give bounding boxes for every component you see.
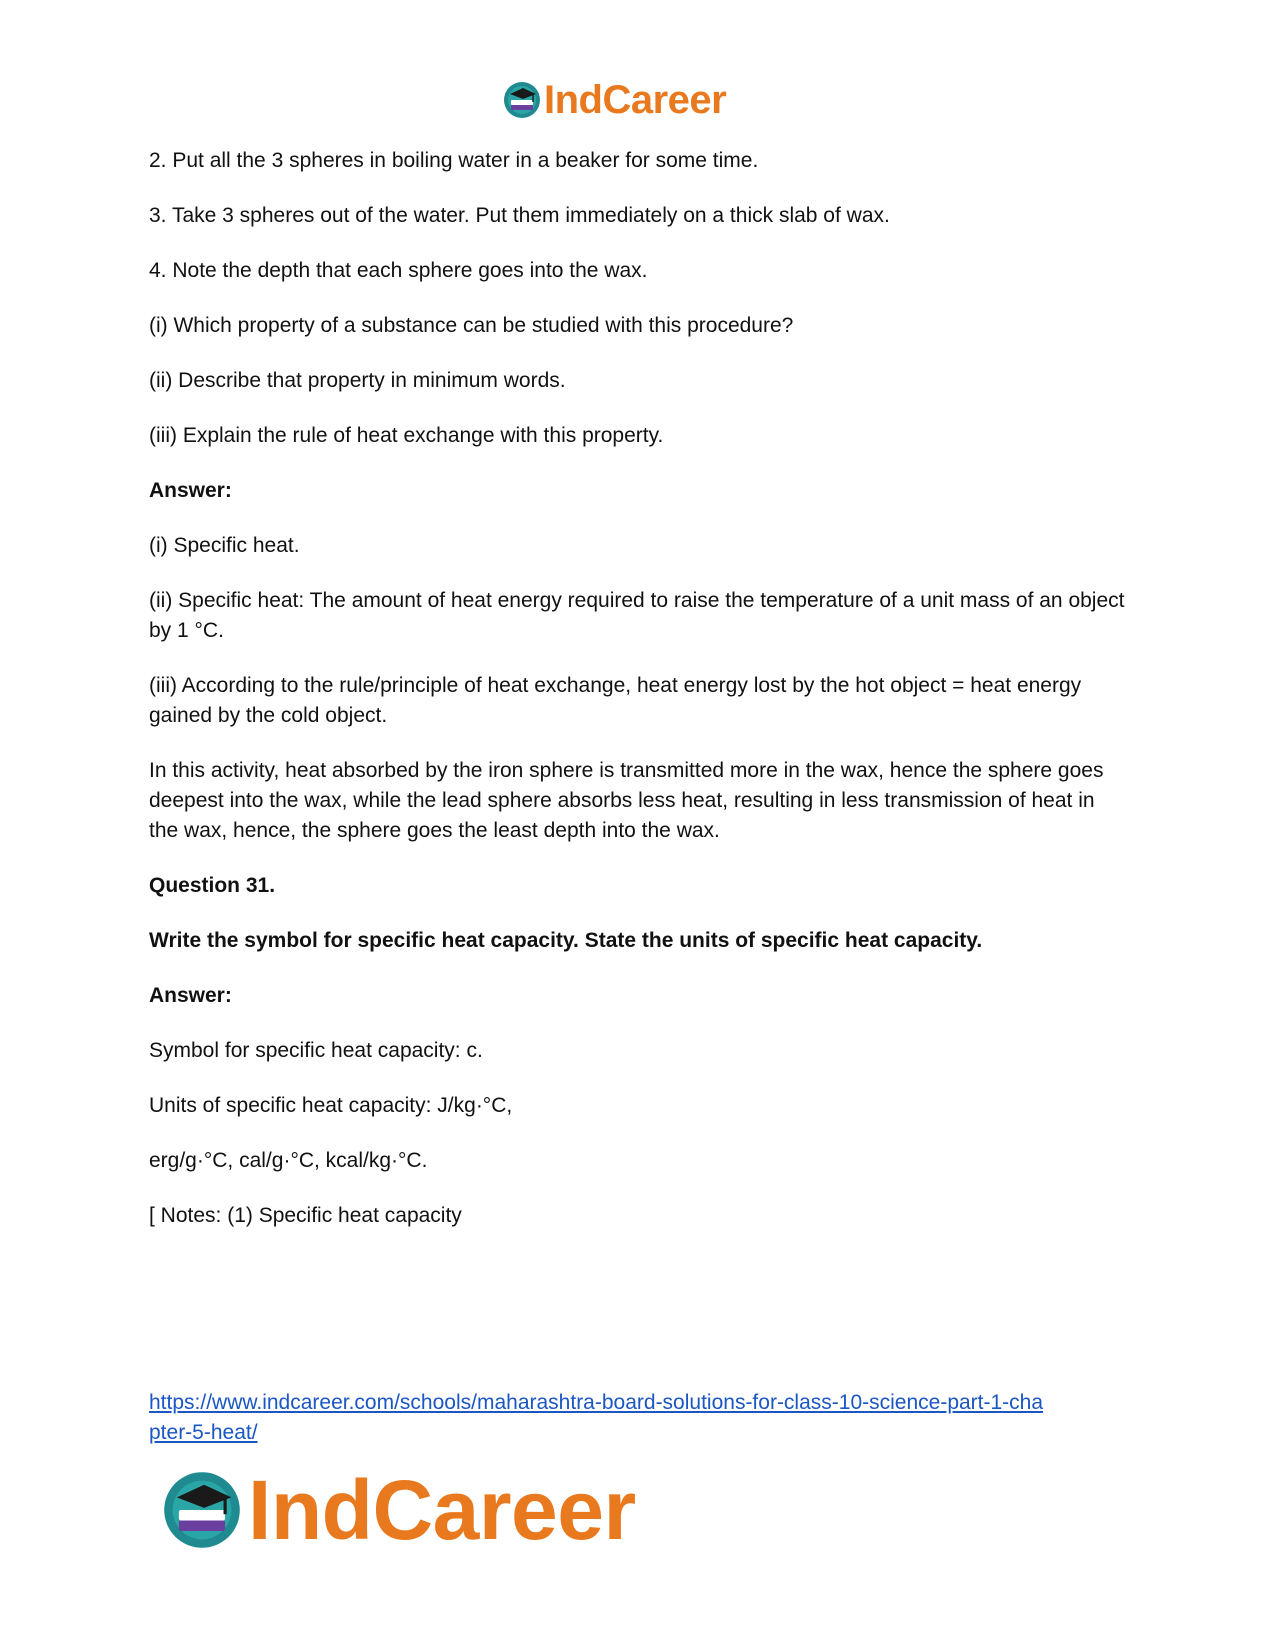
question-text: Write the symbol for specific heat capacity. State the units of specific heat capacity. <box>149 929 983 952</box>
source-link-line-2: pter-5-heat/ <box>149 1421 258 1444</box>
answer-part: (ii) Specific heat: The amount of heat energy required to raise the temperature of a unit mass of an object by 1 °C. <box>149 589 1125 642</box>
question-part: (iii) Explain the rule of heat exchange with this property. <box>149 424 664 447</box>
answer-part: erg/g·°C, cal/g·°C, kcal/kg·°C. <box>149 1149 428 1172</box>
brand-name: IndCareer <box>544 78 727 122</box>
document-body <box>149 146 1129 1256</box>
brand-name: IndCareer <box>248 1463 636 1557</box>
question-part: (i) Which property of a substance can be studied with this procedure? <box>149 314 794 337</box>
notes-text: [ Notes: (1) Specific heat capacity <box>149 1204 462 1227</box>
source-link[interactable] <box>149 1391 1043 1444</box>
header-logo <box>502 80 726 120</box>
graduation-book-icon <box>160 1468 244 1552</box>
answer-part: Units of specific heat capacity: J/kg·°C, <box>149 1094 513 1117</box>
paragraph: 4. Note the depth that each sphere goes into the wax. <box>149 259 648 282</box>
answer-part: (i) Specific heat. <box>149 534 300 557</box>
answer-explanation: In this activity, heat absorbed by the iron sphere is transmitted more in the wax, hence the sphere goes deepest into the wax, while the lead sphere absorbs less heat, resulting in less transmission of heat in the wax, hence, the sphere goes the least depth into the wax. <box>149 759 1104 842</box>
footer-link-block <box>149 1388 1129 1448</box>
paragraph: 3. Take 3 spheres out of the water. Put them immediately on a thick slab of wax. <box>149 204 890 227</box>
answer-part: (iii) According to the rule/principle of heat exchange, heat energy lost by the hot object = heat energy gained by the cold object. <box>149 674 1082 727</box>
answer-part: Symbol for specific heat capacity: c. <box>149 1039 483 1062</box>
answer-heading: Answer: <box>149 479 232 502</box>
footer-logo <box>160 1463 636 1557</box>
answer-heading: Answer: <box>149 984 232 1007</box>
graduation-book-icon <box>502 80 542 120</box>
paragraph: 2. Put all the 3 spheres in boiling water in a beaker for some time. <box>149 149 759 172</box>
question-heading: Question 31. <box>149 874 276 897</box>
source-link-line-1: https://www.indcareer.com/schools/maharashtra-board-solutions-for-class-10-science-part-1-cha <box>149 1391 1044 1414</box>
question-part: (ii) Describe that property in minimum words. <box>149 369 566 392</box>
